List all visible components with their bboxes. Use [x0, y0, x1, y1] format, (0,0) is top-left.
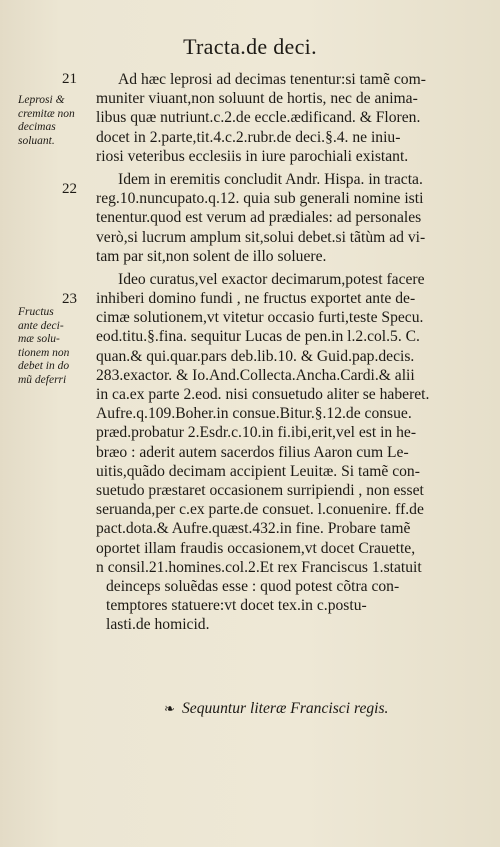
text-line: reg.10.nuncupato.q.12. quia sub generali nomine isti — [96, 190, 424, 208]
text-line: temptores statuere:vt docet tex.in c.postu- — [106, 597, 367, 615]
text-line: docet in 2.parte,tit.4.c.2.rubr.de deci.§.4. ne iniu- — [96, 128, 401, 146]
text-line: bræo : aderit autem sacerdos filius Aaron cum Le- — [96, 443, 409, 461]
running-head: Tracta.de deci. — [183, 34, 317, 59]
main-text — [96, 70, 484, 634]
text-line: Ideo curatus,vel exactor decimarum,potest facere — [118, 270, 425, 288]
margin-note-line: cremitæ non — [18, 107, 75, 120]
text-line: suetudo præstaret occasionem surripiendi , non esset — [96, 481, 424, 499]
paragraph-23 — [96, 270, 484, 635]
paragraph-22 — [96, 170, 484, 266]
text-line: uitis,quãdo decimam accipient Leuitæ. Si tamẽ con- — [96, 462, 420, 480]
text-line: 283.exactor. & Io.And.Collecta.Ancha.Cardi.& alii — [96, 366, 415, 384]
closing-line: Sequuntur literæ Francisci regis. — [182, 700, 389, 717]
text-line: riosi veteribus ecclesiis in iure parochiali existant. — [96, 147, 409, 165]
margin-note-fructus — [18, 306, 94, 388]
text-line: deinceps soluẽdas esse : quod potest cõtra con- — [106, 577, 400, 595]
fleuron-icon: ❧ — [164, 702, 175, 717]
margin-note-line: tionem non — [18, 346, 70, 359]
section-number-22: 22 — [62, 181, 77, 197]
text-line: inhiberi domino fundi , ne fructus exportet ante de- — [96, 290, 416, 308]
text-line: seruanda,per c.ex parte.de consuet. l.conuenire. ff.de — [96, 501, 424, 519]
text-line: oportet illam fraudis occasionem,vt docet Crauette, — [96, 539, 416, 557]
text-line: quan.& qui.quar.pars deb.lib.10. & Guid.pap.decis. — [96, 347, 415, 365]
text-line: Idem in eremitis concludit Andr. Hispa. in tracta. — [118, 170, 423, 188]
text-line: n consil.21.homines.col.2.Et rex Franciscus 1.statuit — [96, 558, 422, 576]
text-line: Ad hæc leprosi ad decimas tenentur:si tamẽ com- — [118, 71, 426, 88]
margin-note-line: soluant. — [18, 134, 55, 147]
text-line: verò,si lucrum amplum sit,solui debet.si tãtùm ad vi- — [96, 228, 426, 246]
margin-note-line: mũ deferri — [18, 373, 67, 386]
text-line: in ca.ex parte 2.eod. nisi consuetudo aliter se haberet. — [96, 386, 430, 403]
text-line: pact.dota.& Aufre.quæst.432.in fine. Probare tamẽ — [96, 520, 411, 538]
text-line: muniter viuant,non soluunt de hortis, nec de anima- — [96, 90, 418, 108]
margin-note-leprosi — [18, 94, 94, 148]
text-line: cimæ solutionem,vt vitetur occasio furti,teste Specu. — [96, 309, 424, 327]
margin-note-line: ante deci- — [18, 319, 64, 332]
paragraph-21 — [96, 70, 484, 166]
text-line: Aufre.q.109.Boher.in consue.Bitur.§.12.de consue. — [96, 405, 412, 423]
margin-note-line: mæ solu- — [18, 333, 60, 346]
text-line: præd.probatur 2.Esdr.c.10.in fi.ibi,erit,vel est in he- — [96, 424, 417, 442]
text-line: tenentur.quod est verum ad prædiales: ad personales — [96, 209, 422, 227]
section-number-21: 21 — [62, 71, 77, 87]
text-line: lasti.de homicid. — [106, 616, 210, 634]
text-line: eod.titu.§.fina. sequitur Lucas de pen.in l.2.col.5. C. — [96, 328, 420, 346]
margin-note-line: Fructus — [18, 306, 54, 318]
text-line: tam par sit,non solent de illo soluere. — [96, 247, 327, 265]
margin-note-line: Leprosi & — [18, 94, 65, 106]
margin-note-line: debet in do — [18, 360, 70, 373]
text-line: libus quæ nutriunt.c.2.de eccle.ædificand. & Floren. — [96, 109, 421, 127]
margin-note-line: decimas — [18, 121, 56, 134]
section-number-23: 23 — [62, 291, 77, 307]
